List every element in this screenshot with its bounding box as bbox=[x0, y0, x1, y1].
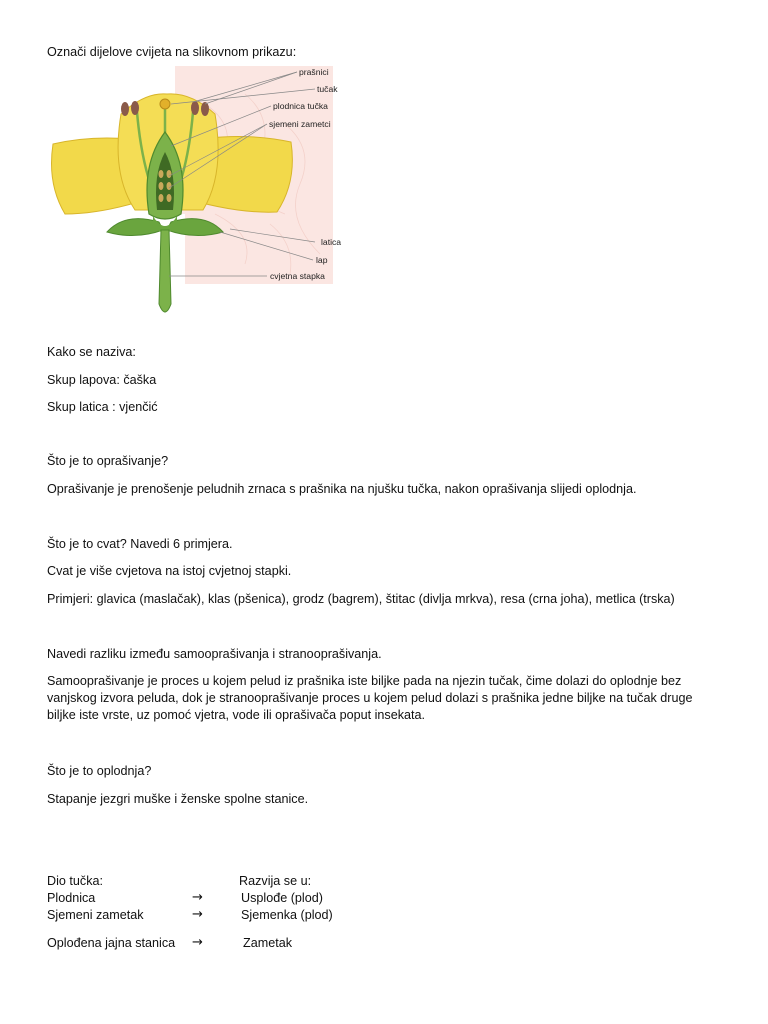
q1-line1: Skup lapova: čaška bbox=[47, 373, 157, 387]
q3-question: Što je to cvat? Navedi 6 primjera. bbox=[47, 537, 233, 551]
q3-examples: Primjeri: glavica (maslačak), klas (pšenica), grodz (bagrem), štitac (divlja mrkva), resa (crna joha), metlica (trska) bbox=[47, 592, 675, 606]
q4-question: Navedi razliku između samooprašivanja i stranooprašivanja. bbox=[47, 647, 382, 661]
label-ovules: sjemeni zametci bbox=[269, 119, 331, 129]
q5-answer: Stapanje jezgri muške i ženske spolne stanice. bbox=[47, 792, 309, 806]
label-pistil: tučak bbox=[317, 84, 338, 94]
q1-line2: Skup latica : vjenčić bbox=[47, 400, 158, 414]
table-header-right: Razvija se u: bbox=[239, 874, 312, 888]
arrow-right-icon: → bbox=[192, 907, 203, 922]
stigma bbox=[160, 99, 170, 109]
q1-question: Kako se naziva: bbox=[47, 345, 136, 359]
row-right: Usplođe (plod) bbox=[241, 891, 323, 905]
label-petal: latica bbox=[321, 237, 342, 247]
label-stem: cvjetna stapka bbox=[270, 271, 325, 281]
anther-2 bbox=[131, 101, 139, 115]
row-right: Sjemenka (plod) bbox=[241, 908, 333, 922]
q2-answer: Oprašivanje je prenošenje peludnih zrnaca s prašnika na njušku tučka, nakon oprašivanja slijedi oplodnja. bbox=[47, 482, 637, 496]
arrow-right-icon: → bbox=[192, 890, 203, 905]
q4-answer: Samooprašivanje je proces u kojem pelud iz prašnika iste biljke pada na njezin tučak, čime dolazi do oplodnje bez vanjskog izvora peluda, dok je stranooprašivanje proces u kojem pelud dolazi s prašnika jedne biljke na tučak druge biljke iste vrste, uz pomoć vjetra, vode ili oprašivača poput insekata. bbox=[47, 674, 693, 722]
row-right: Zametak bbox=[243, 936, 292, 950]
label-ovary: plodnica tučka bbox=[273, 101, 328, 111]
label-stamens: prašnici bbox=[299, 67, 329, 77]
anther-1 bbox=[121, 102, 129, 116]
q2-question: Što je to oprašivanje? bbox=[47, 454, 169, 468]
label-sepal: lap bbox=[316, 255, 328, 265]
row-left: Plodnica bbox=[47, 891, 96, 905]
flower-diagram bbox=[45, 64, 342, 322]
flower-stem bbox=[159, 230, 171, 312]
anther-4 bbox=[201, 102, 209, 116]
row-left: Oplođena jajna stanica bbox=[47, 936, 176, 950]
table-header-left: Dio tučka: bbox=[47, 874, 103, 888]
row-left: Sjemeni zametak bbox=[47, 908, 144, 922]
q5-question: Što je to oplodnja? bbox=[47, 764, 152, 778]
q3-answer: Cvat je više cvjetova na istoj cvjetnoj stapki. bbox=[47, 564, 292, 578]
anther-3 bbox=[191, 101, 199, 115]
page-title: Označi dijelove cvijeta na slikovnom prikazu: bbox=[47, 45, 297, 59]
arrow-right-icon: → bbox=[192, 935, 203, 950]
